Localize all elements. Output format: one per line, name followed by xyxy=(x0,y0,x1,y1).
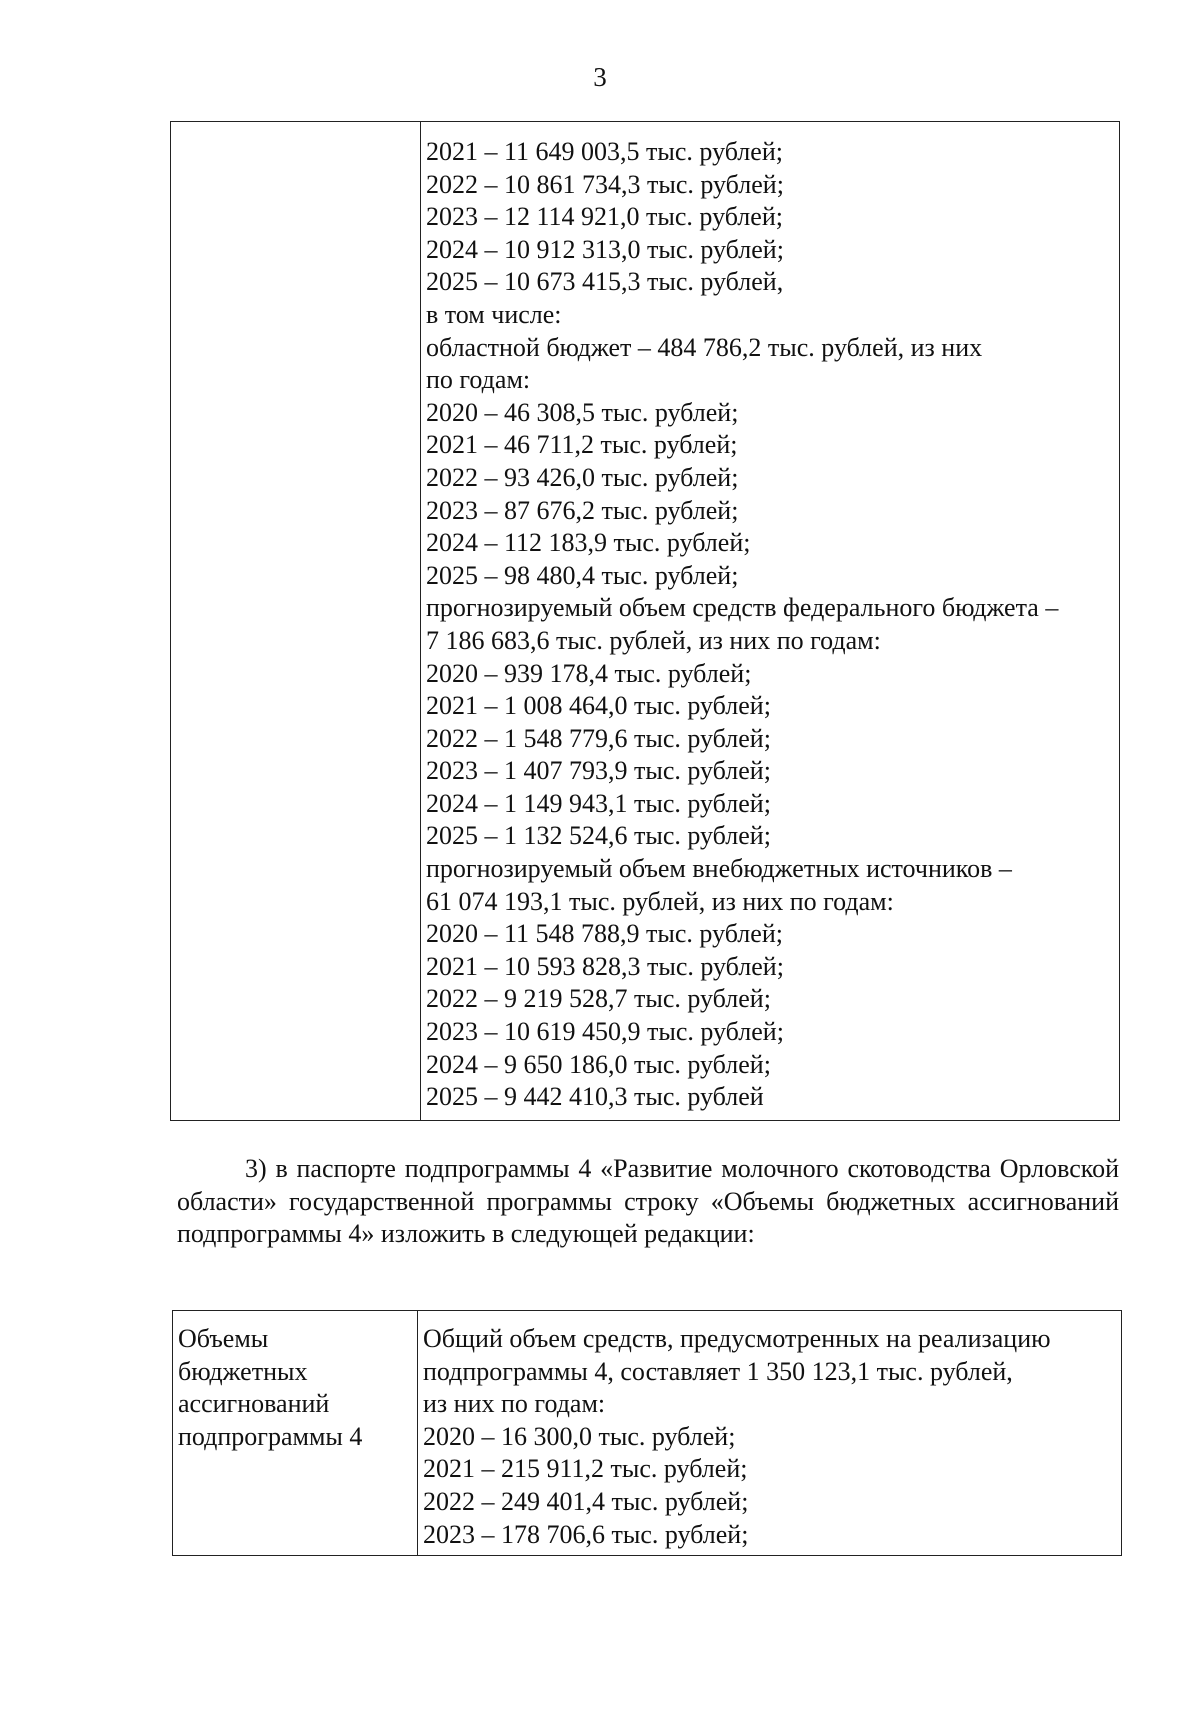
funding-line: 2022 – 249 401,4 тыс. рублей; xyxy=(423,1486,749,1516)
funding-line: 2022 – 10 861 734,3 тыс. рублей; xyxy=(426,169,784,199)
funding-line: 2025 – 1 132 524,6 тыс. рублей; xyxy=(426,821,771,851)
funding-line: в том числе: xyxy=(426,299,562,329)
funding-line: 2025 – 9 442 410,3 тыс. рублей xyxy=(426,1082,764,1112)
label-cell xyxy=(173,1311,418,1556)
label-line: подпрограммы 4 xyxy=(178,1421,363,1451)
funding-line: 2021 – 1 008 464,0 тыс. рублей; xyxy=(426,691,771,721)
funding-line: прогнозируемый объем внебюджетных источников – xyxy=(426,854,1012,884)
funding-line: 7 186 683,6 тыс. рублей, из них по годам: xyxy=(426,625,881,655)
funding-line: 2025 – 10 673 415,3 тыс. рублей, xyxy=(426,267,784,297)
funding-line: 2024 – 9 650 186,0 тыс. рублей; xyxy=(426,1049,771,1079)
funding-line: 2024 – 10 912 313,0 тыс. рублей; xyxy=(426,234,784,264)
funding-line: Общий объем средств, предусмотренных на реализацию xyxy=(423,1324,1051,1353)
funding-line: областной бюджет – 484 786,2 тыс. рублей, из них xyxy=(426,332,983,362)
funding-table-continued xyxy=(170,121,1120,1121)
table-row xyxy=(171,122,1120,1121)
funding-line: 2021 – 11 649 003,5 тыс. рублей; xyxy=(426,137,783,166)
funding-line: из них по годам: xyxy=(423,1389,606,1419)
funding-line: 2021 – 10 593 828,3 тыс. рублей; xyxy=(426,951,784,981)
funding-line: 2020 – 939 178,4 тыс. рублей; xyxy=(426,658,752,688)
funding-line: 2020 – 16 300,0 тыс. рублей; xyxy=(423,1421,736,1451)
funding-line: подпрограммы 4, составляет 1 350 123,1 тыс. рублей, xyxy=(423,1356,1013,1386)
funding-line: 2022 – 1 548 779,6 тыс. рублей; xyxy=(426,723,771,753)
funding-line: 61 074 193,1 тыс. рублей, из них по годам: xyxy=(426,886,894,916)
funding-line: прогнозируемый объем средств федерального бюджета – xyxy=(426,593,1059,623)
funding-line: 2021 – 46 711,2 тыс. рублей; xyxy=(426,430,738,460)
funding-line: 2022 – 9 219 528,7 тыс. рублей; xyxy=(426,984,771,1014)
funding-line: 2024 – 112 183,9 тыс. рублей; xyxy=(426,528,751,558)
funding-line: 2023 – 178 706,6 тыс. рублей; xyxy=(423,1519,749,1549)
label-line: бюджетных xyxy=(178,1356,308,1386)
label-cell-empty xyxy=(171,122,421,1121)
funding-line: 2020 – 46 308,5 тыс. рублей; xyxy=(426,397,739,427)
label-line: Объемы xyxy=(178,1324,269,1353)
funding-line: 2023 – 12 114 921,0 тыс. рублей; xyxy=(426,202,783,232)
funding-line: 2020 – 11 548 788,9 тыс. рублей; xyxy=(426,919,783,949)
subprogram-4-funding-table xyxy=(172,1310,1122,1556)
funding-line: 2022 – 93 426,0 тыс. рублей; xyxy=(426,462,739,492)
funding-line: 2023 – 87 676,2 тыс. рублей; xyxy=(426,495,739,525)
funding-details-cell xyxy=(421,122,1120,1121)
page-number: 3 xyxy=(593,62,607,92)
funding-line: 2021 – 215 911,2 тыс. рублей; xyxy=(423,1454,748,1484)
label-line: ассигнований xyxy=(178,1389,330,1419)
amendment-paragraph: 3) в паспорте подпрограммы 4 «Развитие молочного скотоводства Орловской области» государственной программы строку «Объемы бюджетных ассигнований подпрограммы 4» изложить в следующей редакции: xyxy=(177,1154,1119,1248)
funding-line: 2023 – 10 619 450,9 тыс. рублей; xyxy=(426,1017,784,1047)
funding-details-cell xyxy=(418,1311,1122,1556)
funding-line: 2024 – 1 149 943,1 тыс. рублей; xyxy=(426,788,771,818)
funding-line: 2025 – 98 480,4 тыс. рублей; xyxy=(426,560,739,590)
funding-line: 2023 – 1 407 793,9 тыс. рублей; xyxy=(426,756,771,786)
table-row xyxy=(173,1311,1122,1556)
funding-line: по годам: xyxy=(426,365,531,395)
